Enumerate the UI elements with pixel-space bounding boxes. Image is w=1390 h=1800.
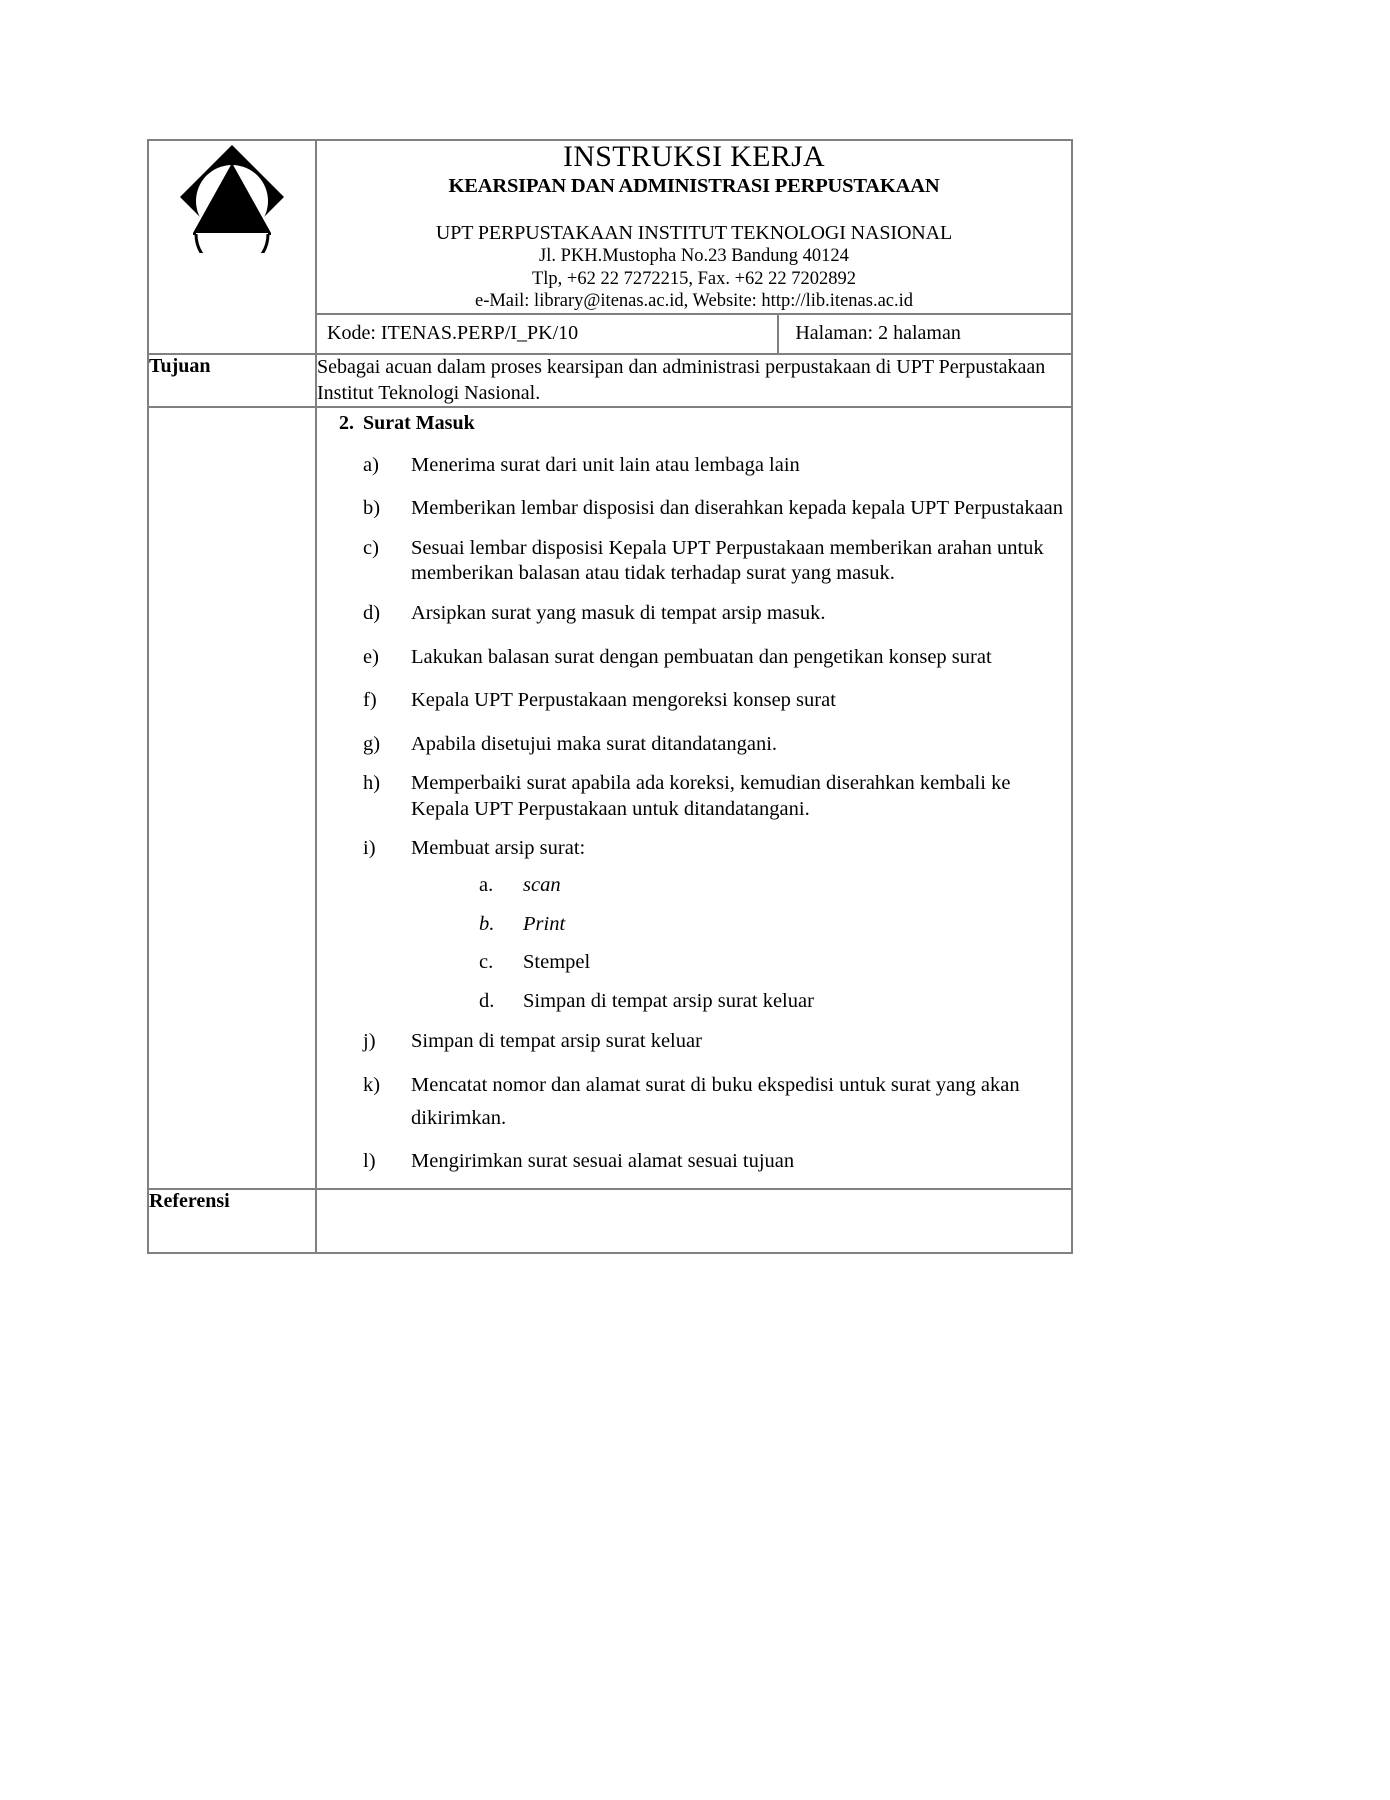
step-text: Kepala UPT Perpustakaan mengoreksi konsep surat [411, 689, 836, 712]
list-item [479, 911, 1071, 938]
substep-marker: c. [479, 951, 494, 974]
substep-marker: d. [479, 990, 495, 1013]
step-text: Membuat arsip surat: [411, 837, 586, 860]
list-item [363, 601, 1071, 627]
substep-text: Print [523, 912, 566, 935]
step-text: Lakukan balasan surat dengan pembuatan dan pengetikan konsep surat [411, 646, 992, 669]
section-title: Surat Masuk [363, 412, 475, 435]
organization-block [317, 221, 1071, 313]
substep-marker: a. [479, 874, 494, 897]
list-item [363, 492, 1071, 525]
substep-text: Simpan di tempat arsip surat keluar [523, 990, 814, 1013]
list-item [363, 641, 1071, 674]
step-marker: f) [363, 689, 377, 712]
step-marker: e) [363, 646, 379, 669]
step-text: Simpan di tempat arsip surat keluar [411, 1029, 702, 1052]
step-marker: j) [363, 1029, 376, 1052]
logo-cell [148, 140, 316, 354]
list-item [363, 684, 1071, 717]
procedure-content-cell [316, 407, 1072, 1189]
tujuan-label: Tujuan [148, 354, 316, 407]
list-item [479, 988, 1071, 1015]
tujuan-text: Sebagai acuan dalam proses kearsipan dan administrasi perpustakaan di UPT Perpustakaan Institut Teknologi Nasional. [316, 354, 1072, 407]
step-marker: h) [363, 771, 381, 794]
step-marker: d) [363, 602, 381, 625]
itenas-triangle-diamond-logo [176, 141, 288, 253]
document-subtitle: KEARSIPAN DAN ADMINISTRASI PERPUSTAKAAN [448, 175, 940, 198]
step-marker: k) [363, 1073, 381, 1096]
step-text: Memperbaiki surat apabila ada koreksi, kemudian diserahkan kembali ke Kepala UPT Perpustakaan untuk ditandatangani. [411, 771, 1011, 820]
list-item [479, 872, 1071, 899]
header-row [148, 140, 1072, 314]
organization-name: UPT PERPUSTAKAAN INSTITUT TEKNOLOGI NASIONAL [435, 221, 953, 244]
step-marker: b) [363, 497, 381, 520]
substep-text: scan [523, 874, 561, 897]
halaman-value: Halaman: 2 halaman [795, 322, 961, 345]
list-item [363, 1029, 1071, 1055]
list-item [363, 836, 1071, 1014]
substep-marker: b. [479, 912, 495, 935]
header-title-cell [316, 140, 1072, 314]
kode-value: Kode: ITENAS.PERP/I_PK/10 [317, 315, 778, 353]
organization-contact: e-Mail: library@itenas.ac.id, Website: http://lib.itenas.ac.id [474, 291, 914, 312]
tujuan-row [148, 354, 1072, 407]
list-item [363, 771, 1071, 823]
list-item [363, 1145, 1071, 1178]
archive-substep-list [411, 872, 1071, 1015]
organization-phone: Tlp, +62 22 7272215, Fax. +62 22 7202892 [531, 268, 857, 289]
list-item [363, 1069, 1071, 1135]
document-title: INSTRUKSI KERJA [562, 140, 826, 173]
step-marker: a) [363, 454, 379, 477]
step-marker: g) [363, 732, 381, 755]
step-text: Arsipkan surat yang masuk di tempat arsip masuk. [411, 602, 826, 625]
procedure-label-cell [148, 407, 316, 1189]
step-text: Mencatat nomor dan alamat surat di buku ekspedisi untuk surat yang akan dikirimkan. [411, 1073, 1020, 1129]
step-text: Menerima surat dari unit lain atau lembaga lain [411, 454, 800, 477]
step-marker: c) [363, 536, 379, 559]
procedure-step-list [317, 449, 1071, 1178]
step-text: Sesuai lembar disposisi Kepala UPT Perpustakaan memberikan arahan untuk memberikan balasan atau tidak terhadap surat yang masuk. [411, 536, 1044, 585]
referensi-value [316, 1189, 1072, 1253]
procedure-row [148, 407, 1072, 1189]
substep-text: Stempel [523, 951, 591, 974]
step-marker: l) [363, 1150, 376, 1172]
list-item [363, 536, 1071, 588]
section-heading [317, 412, 1071, 435]
step-text: Memberikan lembar disposisi dan diserahkan kepada kepala UPT Perpustakaan [411, 497, 1064, 520]
list-item [479, 949, 1071, 976]
instruction-document-table [147, 139, 1073, 1254]
list-item [363, 728, 1071, 761]
section-number: 2. [339, 412, 354, 435]
list-item [363, 449, 1071, 482]
step-marker: i) [363, 837, 376, 860]
meta-cell [316, 314, 1072, 354]
referensi-row [148, 1189, 1072, 1253]
step-text: Apabila disetujui maka surat ditandatangani. [411, 732, 778, 755]
referensi-label: Referensi [148, 1189, 316, 1253]
organization-address: Jl. PKH.Mustopha No.23 Bandung 40124 [539, 246, 849, 267]
step-text: Mengirimkan surat sesuai alamat sesuai tujuan [411, 1150, 795, 1172]
